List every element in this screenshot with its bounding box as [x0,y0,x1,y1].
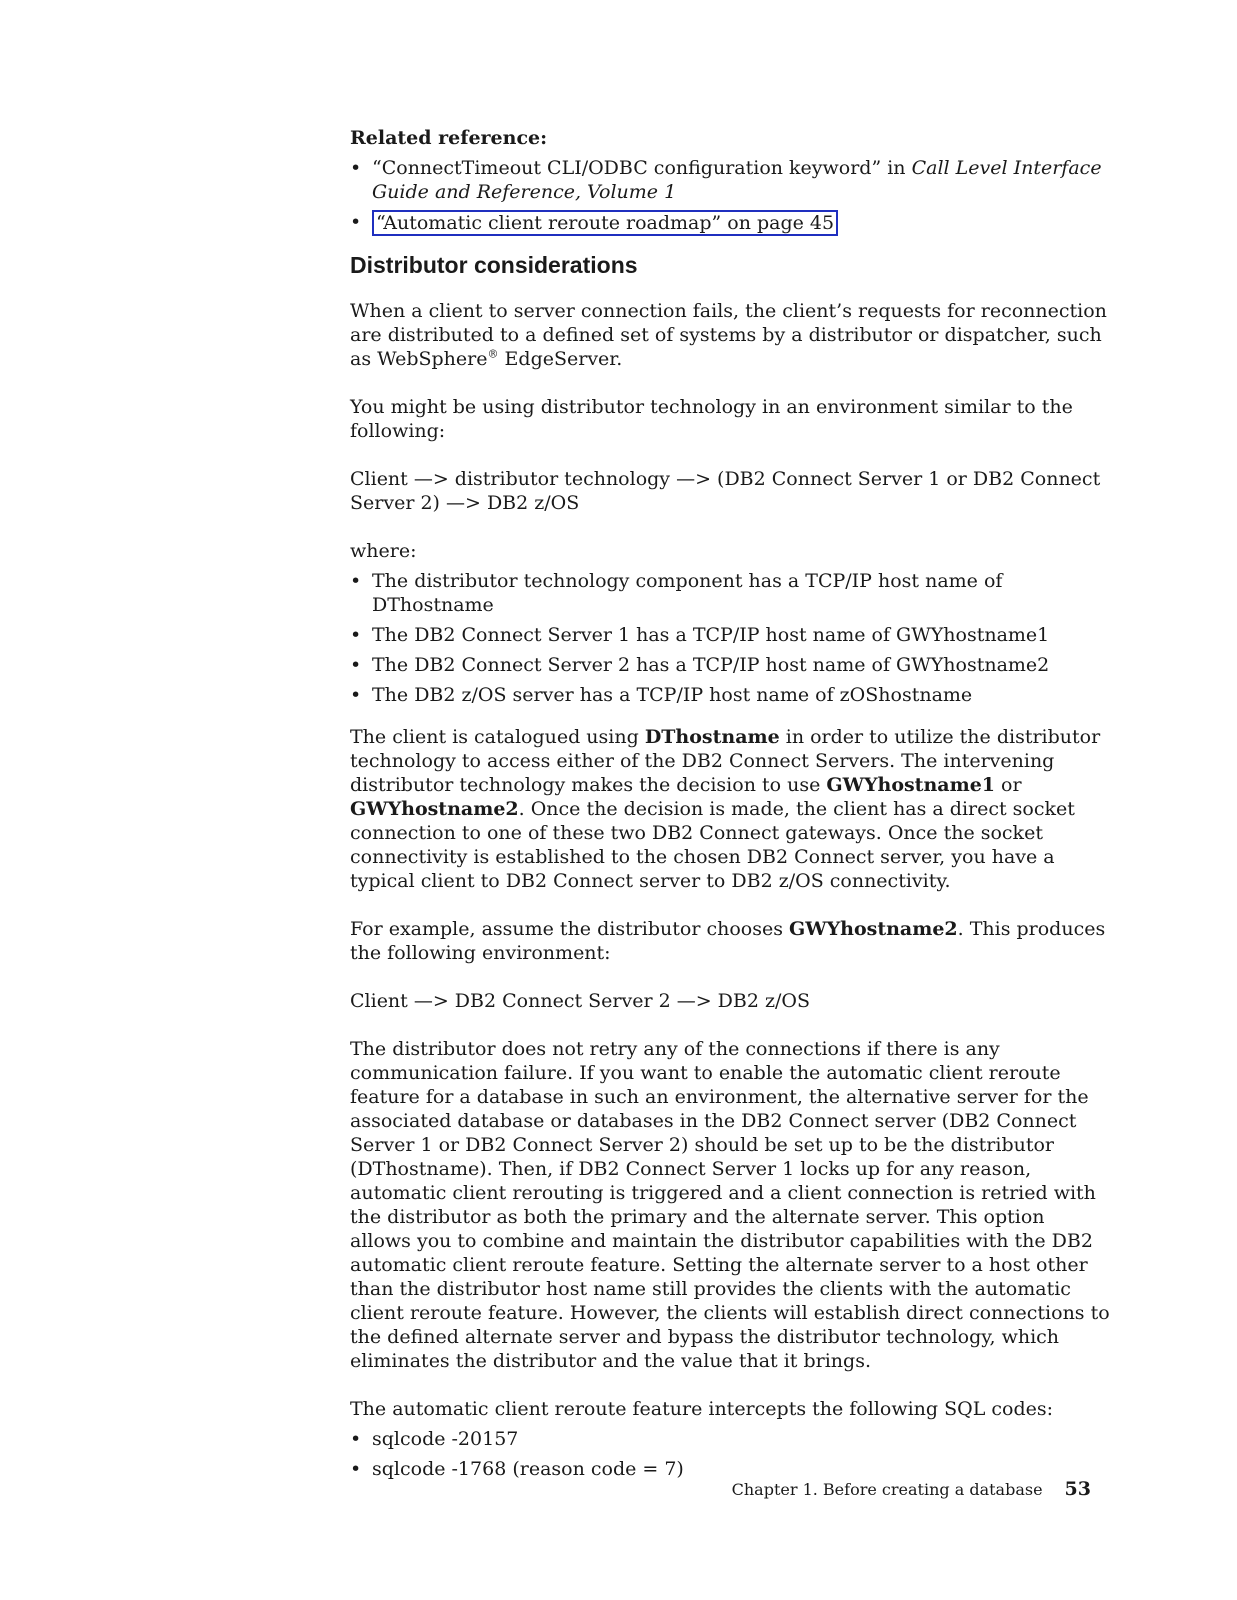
related-item-book-title: Call Level Interface Guide and Reference, Volume 1 [372,157,1102,203]
paragraph-example [350,917,1110,965]
related-item-text: “ConnectTimeout CLI/ODBC configuration keyword” in [372,157,912,179]
related-reference-item [350,156,1110,204]
paragraph-catalog [350,725,1110,893]
list-item: • The DB2 Connect Server 1 has a TCP/IP host name of GWYhostname1 [350,623,1110,647]
example-text: For example, assume the distributor chooses [350,918,790,940]
hostname-bold: GWYhostname1 [826,774,995,796]
intro-text-end: EdgeServer. [498,348,623,370]
paragraph-environment: You might be using distributor technology in an environment similar to the following: [350,396,1073,442]
catalog-text: The client is catalogued using [350,726,645,748]
sql-code-list [350,1427,1110,1481]
paragraph-distributor: The distributor does not retry any of the connections if there is any communication failure. If you want to enable the automatic client reroute feature for a database in such an environment, the alternative server for the associated database or databases in the DB2 Connect server (DB2 Connect Server 1 or DB2 Connect Server 2) should be set up to be the distributor (DThostname). Then, if DB2 Connect Server 1 locks up for any reason, automatic client rerouting is triggered and a client connection is retried with the distributor as both the primary and the alternate server. This option allows you to combine and maintain the distributor capabilities with the DB2 automatic client reroute feature. Setting the alternate server to a host other than the distributor host name still provides the clients with the automatic client reroute feature. However, the clients will establish direct connections to the defined alternate server and bypass the distributor technology, which eliminates the distributor and the value that it brings. [350,1038,1110,1372]
related-reference-list [350,156,1110,236]
list-item: • sqlcode -1768 (reason code = 7) [350,1457,1110,1481]
paragraph-topology: Client —> distributor technology —> (DB2 Connect Server 1 or DB2 Connect Server 2) —> DB2 z/OS [350,468,1101,514]
page-content [350,126,1110,1487]
catalog-text: . Once the decision is made, the client has a direct socket connection to one of these two DB2 Connect gateways. Once the socket connectivity is established to the chosen DB2 Connect server, you have a typical client to DB2 Connect server to DB2 z/OS connectivity. [350,798,1075,892]
roadmap-link[interactable]: “Automatic client reroute roadmap” on page 45 [372,210,838,236]
related-reference-item [350,210,1110,236]
list-item: • The DB2 Connect Server 2 has a TCP/IP host name of GWYhostname2 [350,653,1110,677]
intro-text: When a client to server connection fails, the client’s requests for reconnection are distributed to a defined set of systems by a distributor or dispatcher, such as WebSphere [350,300,1107,370]
paragraph-sql-codes: The automatic client reroute feature intercepts the following SQL codes: [350,1398,1053,1420]
example-text: . This produces the following environment: [350,918,1106,964]
registered-mark: ® [487,347,499,361]
page-footer [732,1478,1091,1500]
list-item: • The DB2 z/OS server has a TCP/IP host name of zOShostname [350,683,1110,707]
section-title: Distributor considerations [350,252,638,278]
hostname-bold: GWYhostname2 [350,798,519,820]
paragraph-intro [350,299,1110,371]
host-list [350,569,1110,707]
hostname-bold: GWYhostname2 [789,918,958,940]
catalog-text: in order to utilize the distributor technology to access either of the DB2 Connect Servers. The intervening distributor technology makes the decision to use [350,726,1101,796]
paragraph-topology-example: Client —> DB2 Connect Server 2 —> DB2 z/OS [350,990,810,1012]
page-number: 53 [1064,1478,1091,1500]
catalog-text: or [995,774,1022,796]
list-item: • sqlcode -20157 [350,1427,1110,1451]
footer-chapter-title: Chapter 1. Before creating a database [731,1480,1043,1499]
hostname-bold: DThostname [644,726,780,748]
paragraph-where: where: [350,540,417,562]
list-item: • The distributor technology component has a TCP/IP host name of DThostname [350,569,1110,617]
related-reference-heading: Related reference: [350,127,548,149]
